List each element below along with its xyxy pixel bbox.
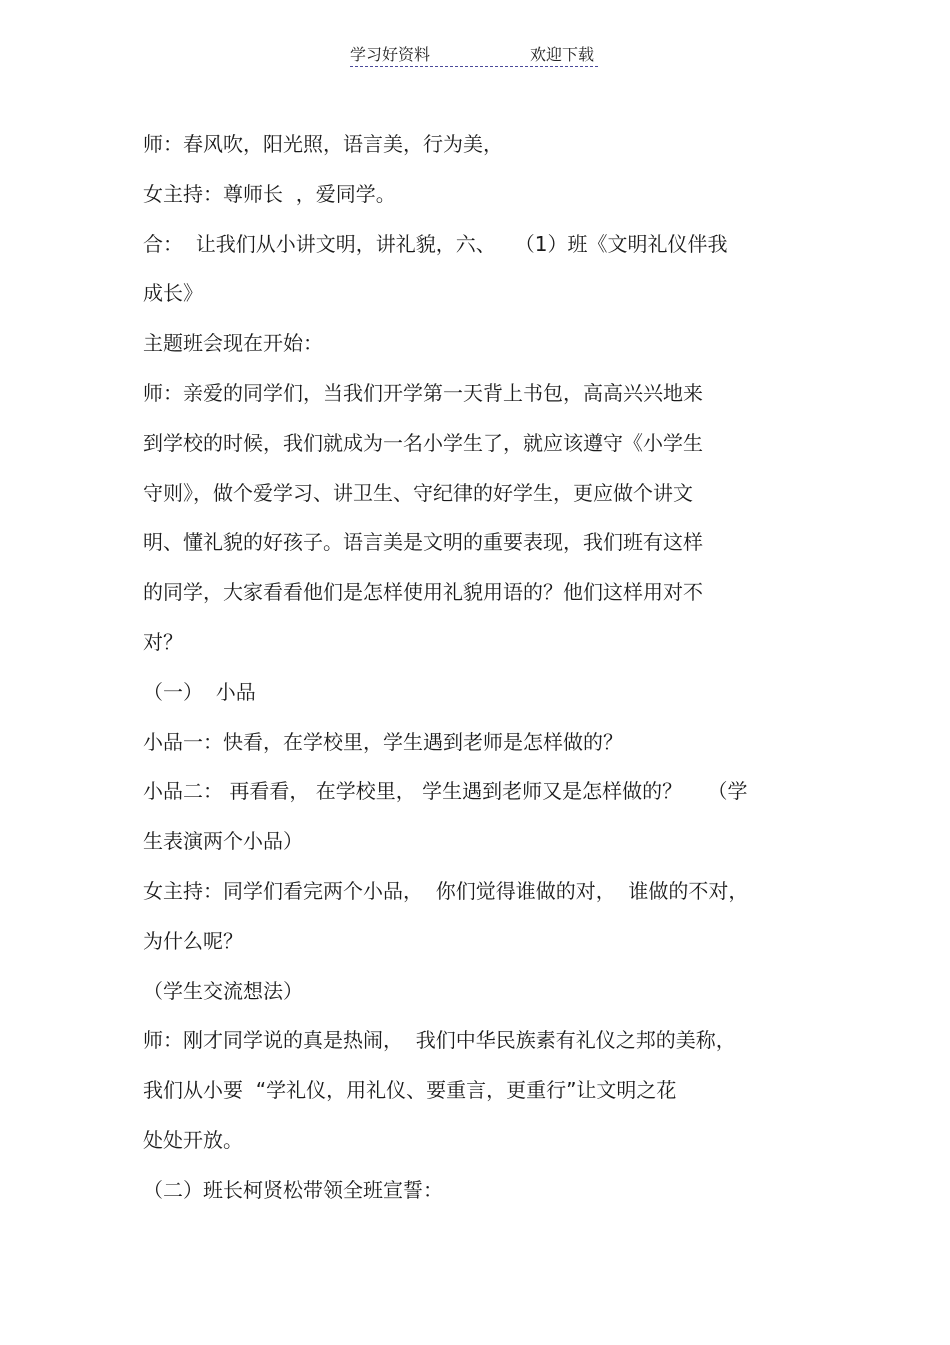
text-line: 到学校的时候，我们就成为一名小学生了，就应该遵守《小学生 [143,430,703,455]
header-left-text: 学习好资料 [350,45,431,64]
text-line: 我们从小要 “学礼仪，用礼仪、要重言，更重行”让文明之花 [143,1078,677,1103]
section-heading: （二）班长柯贤松带领全班宣誓： [143,1177,443,1202]
text-line: 师：亲爱的同学们，当我们开学第一天背上书包，高高兴兴地来 [143,380,703,405]
page-header [350,40,598,67]
text-line: 师：春风吹，阳光照，语言美，行为美， [143,132,503,156]
section-heading: （一） 小品 [143,679,256,704]
text-line: 对？ [143,629,183,654]
text-line: 小品二： 再看看， 在学校里， 学生遇到老师又是怎样做的？ （学 [143,779,748,804]
text-line: （学生交流想法） [143,978,303,1003]
text-line: 合： 让我们从小讲文明，讲礼貌，六、 （1）班《文明礼仪伴我 [143,231,728,256]
text-line: 处处开放。 [143,1127,243,1152]
text-line: 的同学，大家看看他们是怎样使用礼貌用语的？他们这样用对不 [143,580,703,605]
text-line: 小品一：快看，在学校里，学生遇到老师是怎样做的？ [143,729,623,754]
text-line: 守则》，做个爱学习、讲卫生、守纪律的好学生，更应做个讲文 [143,480,693,505]
header-right-text: 欢迎下载 [529,45,594,64]
text-line: 为什么呢？ [143,928,243,953]
text-line: 师：刚才同学说的真是热闹， 我们中华民族素有礼仪之邦的美称， [143,1028,736,1053]
text-line: 明、懂礼貌的好孩子。语言美是文明的重要表现，我们班有这样 [143,530,703,555]
text-line: 女主持：尊师长 ，爱同学。 [143,181,396,206]
text-line: 主题班会现在开始： [143,331,323,356]
text-line: 生表演两个小品） [143,829,303,854]
text-line: 成长》 [143,281,203,306]
document-body [143,120,823,1216]
text-line: 女主持：同学们看完两个小品， 你们觉得谁做的对， 谁做的不对， [143,878,749,903]
